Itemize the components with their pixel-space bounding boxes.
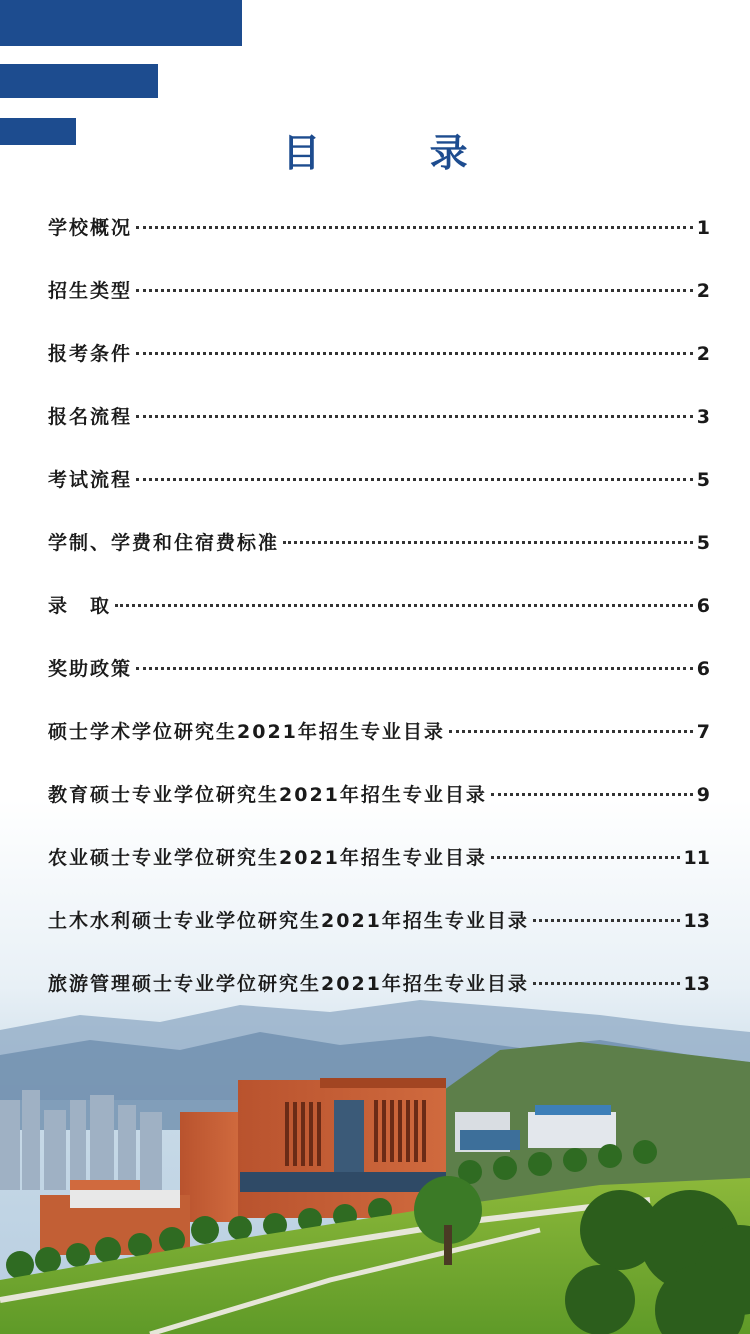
toc-entry-label: 教育硕士专业学位研究生2021年招生专业目录: [48, 784, 487, 806]
toc-entry[interactable]: [48, 843, 710, 906]
toc-leader-dots: [136, 225, 693, 229]
toc-entry-page-number: 2: [696, 280, 710, 302]
toc-entry-label: 考试流程: [48, 469, 133, 491]
toc-entry[interactable]: [48, 780, 710, 843]
toc-entry-page-number: 9: [696, 784, 710, 806]
toc-entry-label: 奖助政策: [48, 658, 133, 680]
toc-entry[interactable]: [48, 339, 710, 402]
toc-entry-page-number: 11: [683, 847, 710, 869]
toc-entry-label: 录 取: [48, 595, 112, 617]
toc-entry-page-number: 1: [696, 217, 710, 239]
toc-entry[interactable]: [48, 591, 710, 654]
toc-leader-dots: [283, 540, 693, 544]
toc-entry[interactable]: [48, 213, 710, 276]
toc-entry-page-number: 6: [696, 595, 710, 617]
toc-leader-dots: [533, 981, 680, 985]
toc-entry-page-number: 7: [696, 721, 710, 743]
toc-leader-dots: [136, 351, 693, 355]
toc-entry[interactable]: [48, 528, 710, 591]
toc-entry-page-number: 13: [683, 973, 710, 995]
toc-entry[interactable]: [48, 717, 710, 780]
toc-entry[interactable]: [48, 465, 710, 528]
toc-entry-page-number: 3: [696, 406, 710, 428]
toc-list: [48, 213, 710, 1032]
toc-entry-label: 报名流程: [48, 406, 133, 428]
toc-entry-label: 招生类型: [48, 280, 133, 302]
toc-entry-page-number: 5: [696, 469, 710, 491]
toc-leader-dots: [136, 666, 693, 670]
toc-leader-dots: [136, 288, 693, 292]
toc-entry-label: 农业硕士专业学位研究生2021年招生专业目录: [48, 847, 487, 869]
toc-leader-dots: [449, 729, 693, 733]
toc-entry-label: 学制、学费和住宿费标准: [48, 532, 280, 554]
toc-entry-page-number: 13: [683, 910, 710, 932]
toc-entry-label: 旅游管理硕士专业学位研究生2021年招生专业目录: [48, 973, 529, 995]
toc-leader-dots: [136, 414, 693, 418]
toc-entry[interactable]: [48, 276, 710, 339]
page-title: 目 录: [282, 130, 516, 175]
toc-entry[interactable]: [48, 906, 710, 969]
toc-entry[interactable]: [48, 969, 710, 1032]
toc-leader-dots: [136, 477, 693, 481]
header-bar-2: [0, 64, 158, 98]
toc-entry-label: 土木水利硕士专业学位研究生2021年招生专业目录: [48, 910, 529, 932]
toc-entry-label: 报考条件: [48, 343, 133, 365]
toc-entry-label: 学校概况: [48, 217, 133, 239]
toc-leader-dots: [491, 855, 680, 859]
toc-entry[interactable]: [48, 402, 710, 465]
toc-leader-dots: [533, 918, 680, 922]
toc-entry-page-number: 6: [696, 658, 710, 680]
toc-leader-dots: [115, 603, 693, 607]
toc-entry-page-number: 5: [696, 532, 710, 554]
toc-entry-page-number: 2: [696, 343, 710, 365]
toc-entry-label: 硕士学术学位研究生2021年招生专业目录: [48, 721, 445, 743]
toc-leader-dots: [491, 792, 693, 796]
header-bar-1: [0, 0, 242, 46]
toc-entry[interactable]: [48, 654, 710, 717]
